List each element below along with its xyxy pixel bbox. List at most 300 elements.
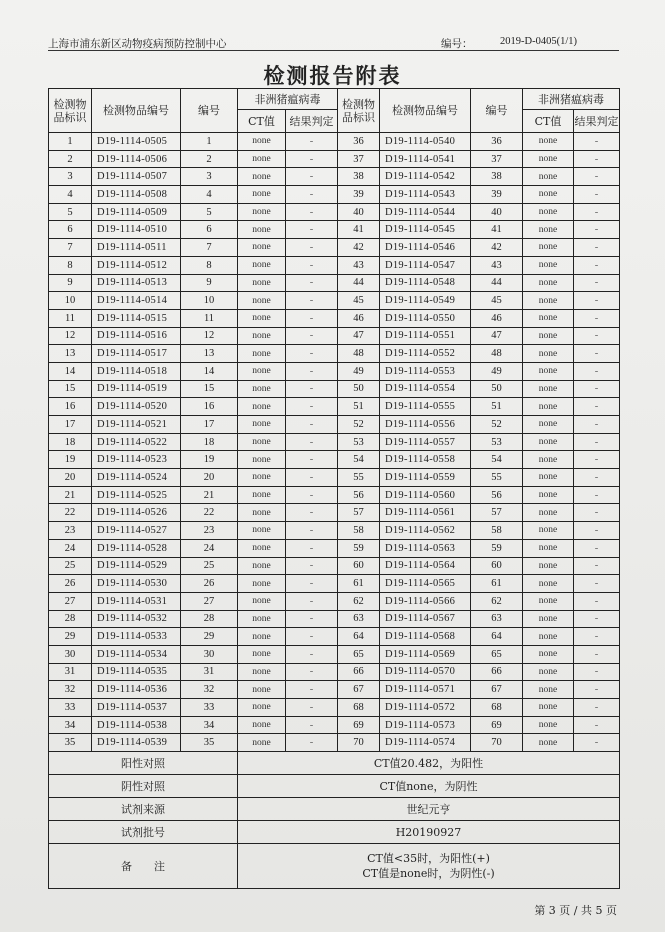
sample-mark: 9 [49, 274, 92, 292]
sample-mark: 30 [49, 645, 92, 663]
table-footer [49, 752, 620, 889]
table-row [49, 539, 620, 557]
sample-id: D19-1114-0525 [92, 486, 181, 504]
serial: 57 [471, 504, 523, 522]
serial: 5 [181, 203, 238, 221]
sample-id: D19-1114-0510 [92, 221, 181, 239]
sample-mark: 64 [338, 628, 380, 646]
sample-mark: 35 [49, 734, 92, 752]
ct-value: none [523, 575, 574, 593]
result: - [286, 575, 338, 593]
sample-id: D19-1114-0563 [380, 539, 471, 557]
serial: 44 [471, 274, 523, 292]
table-row [49, 150, 620, 168]
sample-id: D19-1114-0536 [92, 681, 181, 699]
col-virus-group-2: 非洲猪瘟病毒 [523, 89, 620, 110]
ct-value: none [238, 628, 286, 646]
report-number-value: 2019-D-0405(1/1) [500, 36, 577, 47]
sample-id: D19-1114-0532 [92, 610, 181, 628]
result: - [286, 504, 338, 522]
sample-mark: 67 [338, 681, 380, 699]
organization-name: 上海市浦东新区动物疫病预防控制中心 [48, 38, 227, 50]
serial: 61 [471, 575, 523, 593]
serial: 13 [181, 345, 238, 363]
sample-id: D19-1114-0557 [380, 433, 471, 451]
ct-value: none [523, 716, 574, 734]
ct-value: none [523, 256, 574, 274]
serial: 55 [471, 469, 523, 487]
sample-id: D19-1114-0550 [380, 309, 471, 327]
sample-mark: 46 [338, 309, 380, 327]
table-body [49, 133, 620, 752]
result: - [574, 309, 620, 327]
ct-value: none [523, 362, 574, 380]
ct-value: none [523, 663, 574, 681]
result: - [574, 362, 620, 380]
table-row [49, 433, 620, 451]
ct-value: none [238, 663, 286, 681]
sample-mark: 7 [49, 239, 92, 257]
sample-id: D19-1114-0517 [92, 345, 181, 363]
serial: 22 [181, 504, 238, 522]
ct-value: none [523, 309, 574, 327]
serial: 34 [181, 716, 238, 734]
ct-value: none [523, 345, 574, 363]
sample-id: D19-1114-0537 [92, 699, 181, 717]
sample-mark: 66 [338, 663, 380, 681]
table-row [49, 327, 620, 345]
serial: 3 [181, 168, 238, 186]
sample-id: D19-1114-0515 [92, 309, 181, 327]
ct-value: none [523, 380, 574, 398]
serial: 59 [471, 539, 523, 557]
ct-value: none [238, 416, 286, 434]
ct-value: none [523, 469, 574, 487]
serial: 70 [471, 734, 523, 752]
table-row [49, 203, 620, 221]
remarks-value [238, 844, 620, 889]
table-row [49, 469, 620, 487]
result: - [574, 645, 620, 663]
sample-id: D19-1114-0556 [380, 416, 471, 434]
col-sample-mark-2: 检测物品标识 [338, 89, 380, 133]
col-serial: 编号 [181, 89, 238, 133]
serial: 39 [471, 186, 523, 204]
sample-mark: 15 [49, 380, 92, 398]
ct-value: none [238, 221, 286, 239]
sample-mark: 65 [338, 645, 380, 663]
sample-mark: 12 [49, 327, 92, 345]
serial: 25 [181, 557, 238, 575]
sample-id: D19-1114-0542 [380, 168, 471, 186]
result: - [574, 416, 620, 434]
sample-mark: 22 [49, 504, 92, 522]
result: - [574, 716, 620, 734]
ct-value: none [523, 274, 574, 292]
serial: 11 [181, 309, 238, 327]
result: - [286, 557, 338, 575]
sample-mark: 39 [338, 186, 380, 204]
sample-id: D19-1114-0553 [380, 362, 471, 380]
sample-id: D19-1114-0528 [92, 539, 181, 557]
table-row [49, 592, 620, 610]
sample-id: D19-1114-0513 [92, 274, 181, 292]
result: - [574, 239, 620, 257]
sample-id: D19-1114-0514 [92, 292, 181, 310]
sample-mark: 53 [338, 433, 380, 451]
result: - [286, 645, 338, 663]
ct-value: none [238, 539, 286, 557]
sample-mark: 50 [338, 380, 380, 398]
ct-value: none [238, 186, 286, 204]
serial: 4 [181, 186, 238, 204]
sample-id: D19-1114-0531 [92, 592, 181, 610]
sample-id: D19-1114-0543 [380, 186, 471, 204]
result: - [574, 327, 620, 345]
result: - [286, 681, 338, 699]
serial: 35 [181, 734, 238, 752]
reagent-batch-row [49, 821, 620, 844]
serial: 64 [471, 628, 523, 646]
sample-id: D19-1114-0571 [380, 681, 471, 699]
serial: 7 [181, 239, 238, 257]
result: - [286, 203, 338, 221]
result: - [286, 469, 338, 487]
sample-mark: 13 [49, 345, 92, 363]
col-ct-2: CT值 [523, 110, 574, 133]
serial: 38 [471, 168, 523, 186]
reagent-batch-value: H20190927 [238, 821, 620, 844]
result: - [574, 681, 620, 699]
ct-value: none [523, 239, 574, 257]
table-row [49, 398, 620, 416]
serial: 31 [181, 663, 238, 681]
serial: 67 [471, 681, 523, 699]
sample-mark: 69 [338, 716, 380, 734]
sample-id: D19-1114-0552 [380, 345, 471, 363]
ct-value: none [523, 539, 574, 557]
serial: 23 [181, 522, 238, 540]
ct-value: none [523, 628, 574, 646]
result: - [286, 168, 338, 186]
table-row [49, 504, 620, 522]
sample-mark: 70 [338, 734, 380, 752]
sample-id: D19-1114-0567 [380, 610, 471, 628]
serial: 14 [181, 362, 238, 380]
serial: 1 [181, 133, 238, 151]
serial: 51 [471, 398, 523, 416]
serial: 69 [471, 716, 523, 734]
sample-mark: 19 [49, 451, 92, 469]
ct-value: none [238, 398, 286, 416]
table-row [49, 681, 620, 699]
sample-mark: 45 [338, 292, 380, 310]
table-row [49, 451, 620, 469]
ct-value: none [238, 433, 286, 451]
result: - [286, 239, 338, 257]
table-row [49, 557, 620, 575]
sample-mark: 32 [49, 681, 92, 699]
sample-id: D19-1114-0506 [92, 150, 181, 168]
sample-id: D19-1114-0548 [380, 274, 471, 292]
sample-id: D19-1114-0564 [380, 557, 471, 575]
ct-value: none [238, 610, 286, 628]
sample-mark: 54 [338, 451, 380, 469]
ct-value: none [523, 168, 574, 186]
ct-value: none [238, 681, 286, 699]
table-row [49, 486, 620, 504]
ct-value: none [523, 398, 574, 416]
ct-value: none [523, 433, 574, 451]
result: - [286, 539, 338, 557]
ct-value: none [523, 451, 574, 469]
sample-mark: 3 [49, 168, 92, 186]
result: - [286, 451, 338, 469]
serial: 30 [181, 645, 238, 663]
serial: 48 [471, 345, 523, 363]
result: - [574, 433, 620, 451]
sample-id: D19-1114-0529 [92, 557, 181, 575]
ct-value: none [238, 274, 286, 292]
sample-id: D19-1114-0530 [92, 575, 181, 593]
sample-mark: 58 [338, 522, 380, 540]
table-row [49, 256, 620, 274]
table-row [49, 186, 620, 204]
result: - [286, 256, 338, 274]
table-row [49, 663, 620, 681]
remarks-line-2: CT值是none时，为阴性(-) [362, 867, 495, 881]
ct-value: none [238, 292, 286, 310]
sample-id: D19-1114-0551 [380, 327, 471, 345]
sample-id: D19-1114-0538 [92, 716, 181, 734]
sample-mark: 48 [338, 345, 380, 363]
result: - [574, 451, 620, 469]
result: - [574, 274, 620, 292]
serial: 46 [471, 309, 523, 327]
results-table [48, 88, 620, 889]
sample-mark: 63 [338, 610, 380, 628]
ct-value: none [238, 133, 286, 151]
result: - [286, 610, 338, 628]
negative-control-value: CT值none，为阴性 [238, 775, 620, 798]
serial: 21 [181, 486, 238, 504]
serial: 53 [471, 433, 523, 451]
serial: 50 [471, 380, 523, 398]
ct-value: none [238, 699, 286, 717]
sample-id: D19-1114-0527 [92, 522, 181, 540]
serial: 26 [181, 575, 238, 593]
sample-id: D19-1114-0559 [380, 469, 471, 487]
ct-value: none [238, 716, 286, 734]
result: - [286, 150, 338, 168]
sample-id: D19-1114-0522 [92, 433, 181, 451]
ct-value: none [238, 168, 286, 186]
sample-id: D19-1114-0516 [92, 327, 181, 345]
sample-id: D19-1114-0560 [380, 486, 471, 504]
remarks-row [49, 844, 620, 889]
ct-value: none [238, 239, 286, 257]
reagent-source-row [49, 798, 620, 821]
result: - [574, 486, 620, 504]
sample-id: D19-1114-0505 [92, 133, 181, 151]
serial: 56 [471, 486, 523, 504]
result: - [286, 327, 338, 345]
result: - [574, 150, 620, 168]
sample-id: D19-1114-0507 [92, 168, 181, 186]
result: - [286, 416, 338, 434]
sample-mark: 25 [49, 557, 92, 575]
sample-mark: 52 [338, 416, 380, 434]
table-row [49, 239, 620, 257]
table-row [49, 416, 620, 434]
result: - [286, 292, 338, 310]
result: - [574, 168, 620, 186]
sample-mark: 23 [49, 522, 92, 540]
serial: 40 [471, 203, 523, 221]
ct-value: none [238, 345, 286, 363]
result: - [574, 221, 620, 239]
table-row [49, 734, 620, 752]
ct-value: none [238, 203, 286, 221]
ct-value: none [238, 380, 286, 398]
sample-mark: 18 [49, 433, 92, 451]
serial: 29 [181, 628, 238, 646]
sample-mark: 42 [338, 239, 380, 257]
table-row [49, 292, 620, 310]
sample-id: D19-1114-0566 [380, 592, 471, 610]
result: - [574, 699, 620, 717]
sample-id: D19-1114-0521 [92, 416, 181, 434]
table-row [49, 380, 620, 398]
col-result: 结果判定 [286, 110, 338, 133]
result: - [286, 699, 338, 717]
result: - [574, 203, 620, 221]
ct-value: none [238, 734, 286, 752]
sample-mark: 40 [338, 203, 380, 221]
result: - [574, 256, 620, 274]
serial: 68 [471, 699, 523, 717]
result: - [574, 539, 620, 557]
table-row [49, 168, 620, 186]
sample-mark: 41 [338, 221, 380, 239]
sample-mark: 1 [49, 133, 92, 151]
sample-id: D19-1114-0524 [92, 469, 181, 487]
result: - [574, 292, 620, 310]
reagent-source-label: 试剂来源 [49, 798, 238, 821]
sample-id: D19-1114-0547 [380, 256, 471, 274]
positive-control-label: 阳性对照 [49, 752, 238, 775]
sample-mark: 21 [49, 486, 92, 504]
table-row [49, 645, 620, 663]
table-row [49, 274, 620, 292]
ct-value: none [238, 309, 286, 327]
ct-value: none [523, 699, 574, 717]
result: - [574, 734, 620, 752]
sample-mark: 17 [49, 416, 92, 434]
ct-value: none [238, 486, 286, 504]
sample-id: D19-1114-0558 [380, 451, 471, 469]
serial: 54 [471, 451, 523, 469]
ct-value: none [523, 150, 574, 168]
result: - [574, 610, 620, 628]
ct-value: none [523, 327, 574, 345]
result: - [574, 469, 620, 487]
col-sample-id: 检测物品编号 [92, 89, 181, 133]
sample-id: D19-1114-0574 [380, 734, 471, 752]
result: - [574, 663, 620, 681]
sample-mark: 5 [49, 203, 92, 221]
sample-mark: 8 [49, 256, 92, 274]
table-row [49, 716, 620, 734]
result: - [574, 557, 620, 575]
table-row [49, 628, 620, 646]
remarks-label: 备 注 [49, 844, 238, 889]
serial: 49 [471, 362, 523, 380]
col-ct: CT值 [238, 110, 286, 133]
serial: 18 [181, 433, 238, 451]
serial: 37 [471, 150, 523, 168]
reagent-source-value: 世纪元亨 [238, 798, 620, 821]
serial: 2 [181, 150, 238, 168]
sample-mark: 36 [338, 133, 380, 151]
serial: 12 [181, 327, 238, 345]
table-row [49, 362, 620, 380]
sample-id: D19-1114-0512 [92, 256, 181, 274]
serial: 15 [181, 380, 238, 398]
result: - [286, 133, 338, 151]
reagent-batch-label: 试剂批号 [49, 821, 238, 844]
serial: 66 [471, 663, 523, 681]
ct-value: none [238, 522, 286, 540]
result: - [574, 628, 620, 646]
sample-id: D19-1114-0535 [92, 663, 181, 681]
serial: 19 [181, 451, 238, 469]
sample-mark: 51 [338, 398, 380, 416]
result: - [574, 522, 620, 540]
serial: 60 [471, 557, 523, 575]
result: - [286, 716, 338, 734]
positive-control-row [49, 752, 620, 775]
ct-value: none [523, 592, 574, 610]
sample-id: D19-1114-0523 [92, 451, 181, 469]
sample-id: D19-1114-0573 [380, 716, 471, 734]
ct-value: none [523, 610, 574, 628]
serial: 10 [181, 292, 238, 310]
result: - [286, 186, 338, 204]
sample-id: D19-1114-0544 [380, 203, 471, 221]
report-number-label: 编号： [441, 38, 473, 50]
table-row [49, 575, 620, 593]
result: - [286, 274, 338, 292]
col-virus-group: 非洲猪瘟病毒 [238, 89, 338, 110]
result: - [286, 380, 338, 398]
result: - [286, 433, 338, 451]
sample-mark: 68 [338, 699, 380, 717]
sample-mark: 38 [338, 168, 380, 186]
sample-id: D19-1114-0555 [380, 398, 471, 416]
positive-control-value: CT值20.482，为阳性 [238, 752, 620, 775]
ct-value: none [238, 645, 286, 663]
col-serial-2: 编号 [471, 89, 523, 133]
result: - [574, 186, 620, 204]
sample-id: D19-1114-0546 [380, 239, 471, 257]
negative-control-row [49, 775, 620, 798]
sample-mark: 28 [49, 610, 92, 628]
sample-mark: 60 [338, 557, 380, 575]
sample-mark: 62 [338, 592, 380, 610]
serial: 33 [181, 699, 238, 717]
serial: 58 [471, 522, 523, 540]
